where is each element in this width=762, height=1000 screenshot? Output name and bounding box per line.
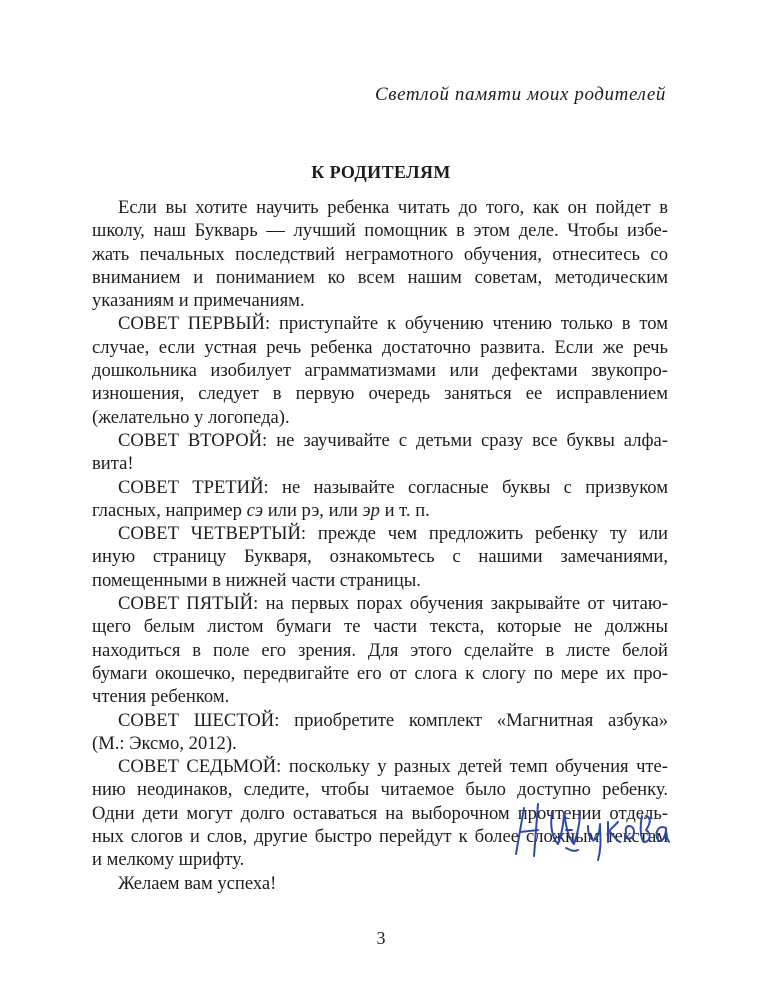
- text-line: СОВЕТ ПЕРВЫЙ: приступайте к обучению чтению только в том: [118, 313, 668, 335]
- text-line: (М.: Эксмо, 2012).: [92, 732, 237, 754]
- text-line: (желательно у логопеда).: [92, 406, 290, 428]
- text-line: Если вы хотите научить ребенка читать до того, как он пойдет в: [118, 197, 668, 218]
- text-line: помещенными в нижней части страницы.: [92, 569, 421, 591]
- text-line: СОВЕТ ЧЕТВЕРТЫЙ: прежде чем предложить ребенку ту или: [118, 523, 668, 545]
- text-line: чтения ребенком.: [92, 686, 230, 708]
- text-line: школу, наш Букварь — лучший помощник в этом деле. Чтобы избе-: [92, 220, 668, 242]
- text-line: СОВЕТ ТРЕТИЙ: не называйте согласные буквы с призвуком: [118, 476, 668, 498]
- text-line: СОВЕТ ВТОРОЙ: не заучивайте с детьми сразу все буквы алфа-: [118, 429, 668, 451]
- text-line: нию неодинаков, следите, чтобы читаемое было доступно ребенку.: [92, 779, 668, 801]
- text-line: случае, если устная речь ребенка достаточно развита. Если же речь: [92, 336, 668, 358]
- handwritten-signature: [510, 790, 670, 870]
- text-line: находиться в поле его зрения. Для этого сделайте в листе белой: [92, 639, 668, 661]
- text-line: и мелкому шрифту.: [92, 849, 245, 871]
- text-line: изношения, следует в первую очередь заняться ее исправлением: [92, 383, 668, 405]
- text-line: жать печальных последствий неграмотного обучения, отнеситесь со: [92, 243, 668, 265]
- text-line: вита!: [92, 453, 134, 475]
- text-line: ных слогов и слов, другие быстро перейдут к более сложным текстам: [92, 826, 668, 848]
- text-line: бумаги окошечко, передвигайте его от слога к слогу по мере их про-: [92, 662, 668, 684]
- page-number: 3: [376, 928, 386, 948]
- text-line: дошкольника изобилует аграмматизмами или дефектами звукопро-: [92, 360, 668, 382]
- text-line: гласных, например сэ или рэ, или эр и т. п.: [92, 499, 430, 521]
- text-line: вниманием и пониманием ко всем нашим советам, методическим: [92, 266, 668, 288]
- text-line: СОВЕТ ШЕСТОЙ: приобретите комплект «Магнитная азбука»: [118, 709, 668, 731]
- section-heading: К РОДИТЕЛЯМ: [311, 162, 451, 182]
- text-line: Одни дети могут долго оставаться на выборочном прочтении отдель-: [92, 802, 668, 824]
- text-line: указаниям и примечаниям.: [92, 290, 305, 312]
- dedication: Светлой памяти моих родителей: [375, 84, 666, 105]
- text-line: иную страницу Букваря, ознакомьтесь с нашими замечаниями,: [92, 546, 668, 568]
- text-line: щего белым листом бумаги те части текста, которые не должны: [92, 616, 668, 638]
- text-line: Желаем вам успеха!: [118, 872, 277, 894]
- text-line: СОВЕТ ПЯТЫЙ: на первых порах обучения закрывайте от читаю-: [118, 593, 668, 615]
- text-line: СОВЕТ СЕДЬМОЙ: поскольку у разных детей темп обучения чте-: [118, 756, 668, 778]
